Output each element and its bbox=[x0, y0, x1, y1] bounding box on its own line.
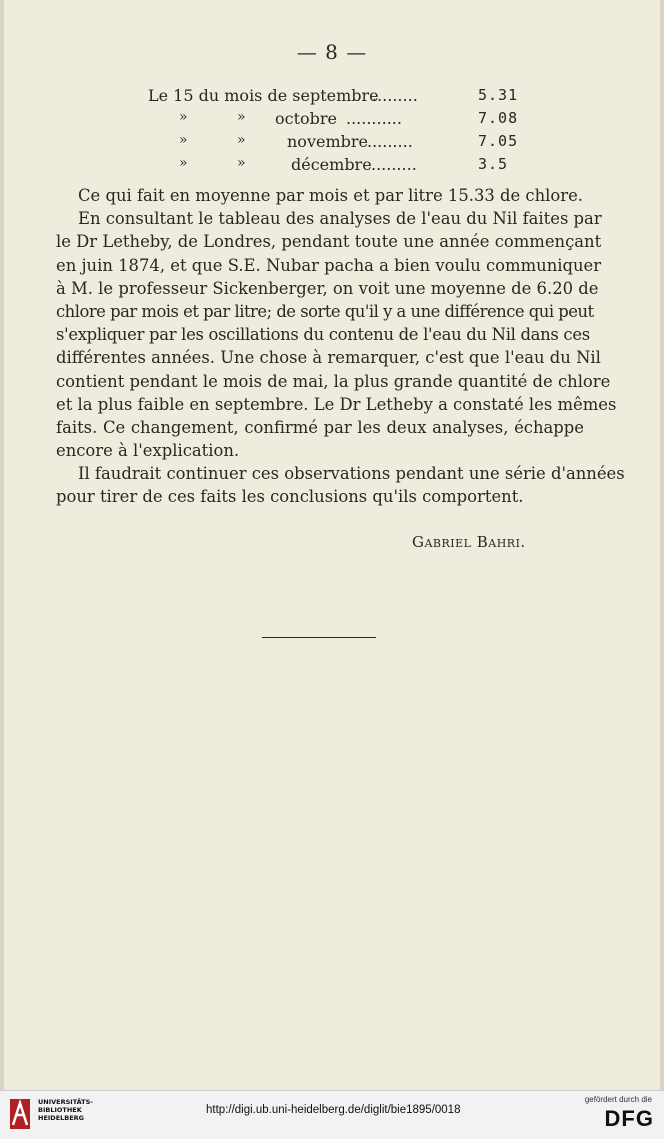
text-line: faits. Ce changement, confirmé par les deux analyses, échappe bbox=[56, 417, 584, 437]
text-line: En consultant le tableau des analyses de l'eau du Nil faites par bbox=[78, 209, 602, 229]
ledger-dots: ......... bbox=[372, 86, 418, 105]
author-signature: Gabriel Bahri. bbox=[412, 533, 526, 551]
page-number: — 8 — bbox=[296, 40, 368, 64]
ledger-row-december bbox=[4, 155, 660, 177]
ledger-value: 3.5 bbox=[478, 155, 509, 173]
text-line: encore à l'explication. bbox=[56, 441, 240, 461]
ledger-dots: ......... bbox=[367, 132, 413, 151]
ditto-mark: » bbox=[237, 155, 246, 171]
permalink[interactable]: http://digi.ub.uni-heidelberg.de/diglit/bie1895/0018 bbox=[206, 1104, 461, 1116]
library-name-line: UNIVERSITÄTS- bbox=[38, 1098, 93, 1106]
ledger-label: octobre bbox=[275, 109, 338, 128]
text-line: chlore par mois et par litre; de sorte qu'il y a une différence qui peut bbox=[56, 301, 594, 321]
ditto-mark: » bbox=[237, 109, 246, 125]
text-line: pour tirer de ces faits les conclusions qu'ils comportent. bbox=[56, 487, 524, 507]
ledger-label: novembre bbox=[287, 132, 368, 151]
ledger-value: 7.08 bbox=[478, 109, 519, 127]
text-line: Ce qui fait en moyenne par mois et par litre 15.33 de chlore. bbox=[78, 186, 584, 205]
ditto-mark: » bbox=[179, 132, 188, 148]
ledger-row-november bbox=[4, 132, 660, 154]
ditto-mark: » bbox=[179, 155, 188, 171]
ledger-row-october bbox=[4, 109, 660, 131]
text-line: différentes années. Une chose à remarquer, c'est que l'eau du Nil bbox=[56, 348, 601, 368]
dfg-logo: DFG bbox=[604, 1106, 654, 1131]
text-line: en juin 1874, et que S.E. Nubar pacha a bien voulu communiquer bbox=[56, 255, 602, 275]
ditto-mark: » bbox=[237, 132, 246, 148]
ledger-label: Le 15 du mois de septembre bbox=[148, 86, 379, 105]
text-line: à M. le professeur Sickenberger, on voit une moyenne de 6.20 de bbox=[56, 278, 599, 298]
funding-note: gefördert durch die bbox=[584, 1095, 652, 1104]
ledger-value: 5.31 bbox=[478, 86, 519, 104]
library-name-line: BIBLIOTHEK bbox=[38, 1106, 82, 1114]
text-line: le Dr Letheby, de Londres, pendant toute une année commençant bbox=[56, 232, 602, 252]
closing-rule bbox=[262, 637, 376, 638]
ledger-value: 7.05 bbox=[478, 132, 519, 150]
library-crest-icon bbox=[8, 1097, 32, 1131]
text-line: et la plus faible en septembre. Le Dr Letheby a constaté les mêmes bbox=[56, 394, 617, 414]
ledger-dots: ........... bbox=[346, 109, 402, 128]
document-page bbox=[4, 0, 660, 1090]
library-name bbox=[38, 1098, 93, 1122]
ledger-dots: ......... bbox=[371, 155, 417, 174]
body-text bbox=[56, 184, 625, 509]
ditto-mark: » bbox=[179, 109, 188, 125]
text-line: contient pendant le mois de mai, la plus grande quantité de chlore bbox=[56, 371, 611, 391]
digitization-footer bbox=[0, 1090, 664, 1139]
ledger-label: décembre bbox=[291, 155, 372, 174]
library-name-line: HEIDELBERG bbox=[38, 1114, 85, 1122]
ledger-row-september bbox=[4, 86, 660, 108]
library-logo bbox=[8, 1097, 98, 1133]
text-line: s'expliquer par les oscillations du contenu de l'eau du Nil dans ces bbox=[56, 325, 590, 345]
text-line: Il faudrait continuer ces observations pendant une série d'années bbox=[78, 464, 625, 484]
